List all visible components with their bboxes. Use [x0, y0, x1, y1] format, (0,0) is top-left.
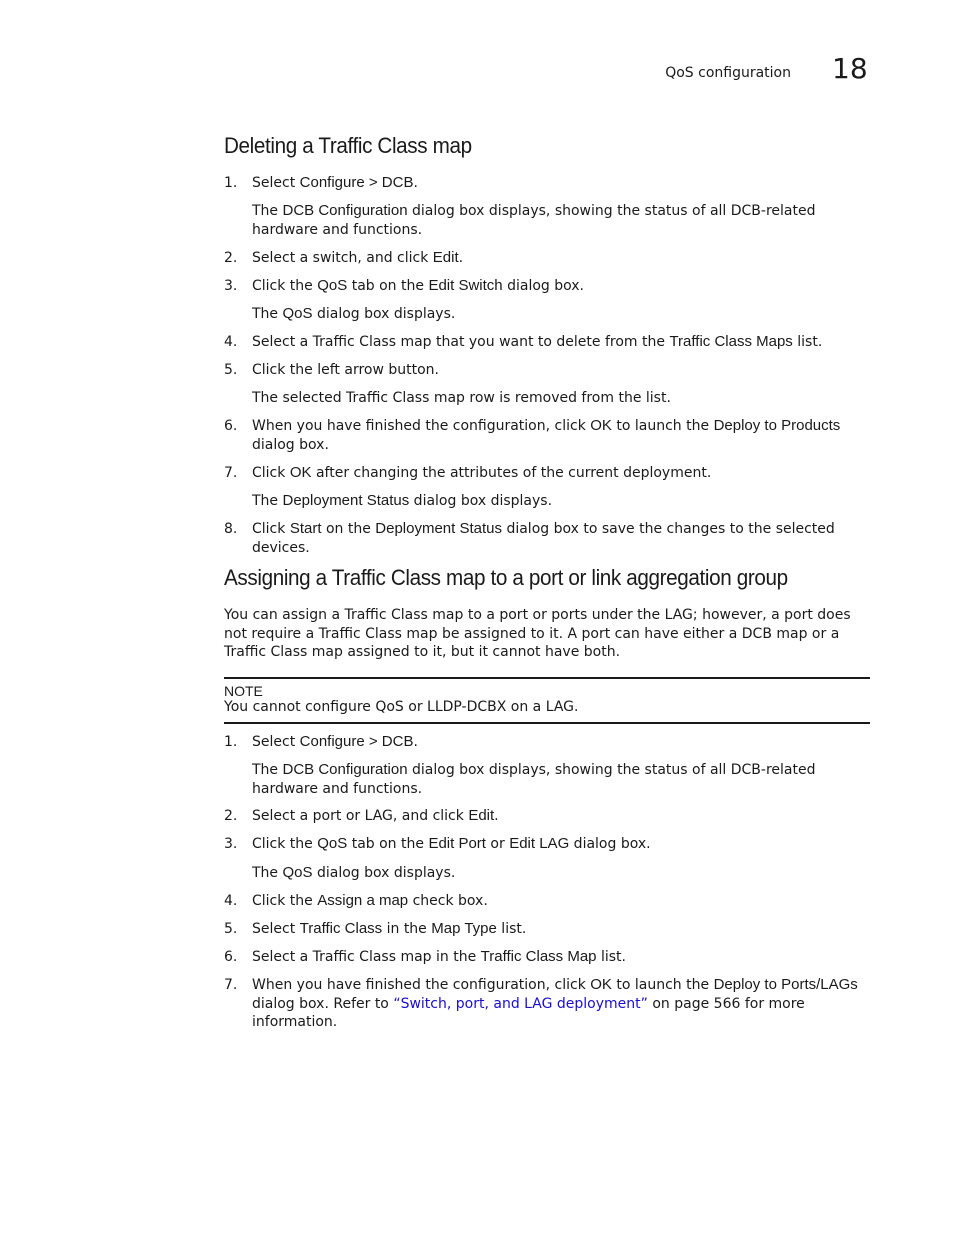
ui-term: Edit Switch — [428, 277, 503, 294]
ui-term: Edit LAG — [509, 835, 570, 852]
ui-term: Deploy to Ports/LAGs — [713, 976, 858, 993]
ui-term: Traffic Class — [299, 920, 383, 937]
step-result: The DCB Configuration dialog box displays, showing the status of all DCB-related hardware and functions. — [252, 761, 816, 797]
step-result: The DCB Configuration dialog box displays, showing the status of all DCB-related hardware and functions. — [252, 202, 816, 238]
step-result: The QoS dialog box displays. — [252, 305, 456, 322]
intro-paragraph: You can assign a Traffic Class map to a port or ports under the LAG; however, a port does not require a Traffic Class map be assigned to it. A port can have either a DCB map or a Traffic Class map assigned to it, but it cannot have both. — [224, 607, 851, 660]
ui-term: Traffic Class Map — [480, 948, 597, 965]
step-result: The Deployment Status dialog box displays. — [252, 492, 553, 509]
ui-term: QoS — [282, 305, 313, 322]
ui-term: DCB Configuration — [282, 761, 408, 778]
ui-term: Start — [289, 520, 322, 537]
ui-term: DCB Configuration — [282, 202, 408, 219]
ui-term: OK — [590, 976, 612, 993]
ui-term: Configure > DCB — [299, 174, 414, 191]
ui-term: Configure > DCB — [299, 733, 414, 750]
ui-term: Edit — [468, 807, 495, 824]
chapter-number: 18 — [832, 52, 868, 85]
note-text: You cannot configure QoS or LLDP-DCBX on a LAG. — [224, 699, 579, 715]
ui-term: Map Type — [431, 920, 497, 937]
ui-term: QoS — [317, 835, 348, 852]
note-box — [224, 677, 870, 724]
ui-term: Deployment Status — [375, 520, 502, 537]
note-label: NOTE — [224, 683, 263, 699]
ui-term: QoS — [317, 277, 348, 294]
ui-term: Deployment Status — [282, 492, 410, 509]
step-result: The QoS dialog box displays. — [252, 864, 456, 881]
ui-term: OK — [590, 417, 612, 434]
section-heading-assigning: Assigning a Traffic Class map to a port or link aggregation group — [224, 565, 788, 590]
ui-term: QoS — [282, 864, 313, 881]
cross-reference-link[interactable]: “Switch, port, and LAG deployment” — [393, 995, 648, 1012]
ui-term: Traffic Class Maps — [669, 333, 793, 350]
running-header-title: QoS configuration — [665, 65, 791, 81]
ui-term: Edit — [432, 249, 459, 266]
step-result: The selected Traffic Class map row is removed from the list. — [252, 390, 671, 406]
ui-term: OK — [289, 464, 312, 481]
ui-term: Assign a map — [317, 892, 409, 909]
section-heading-deleting: Deleting a Traffic Class map — [224, 133, 472, 158]
ui-term: Deploy to Products — [713, 417, 841, 434]
ui-term: Edit Port — [428, 835, 486, 852]
